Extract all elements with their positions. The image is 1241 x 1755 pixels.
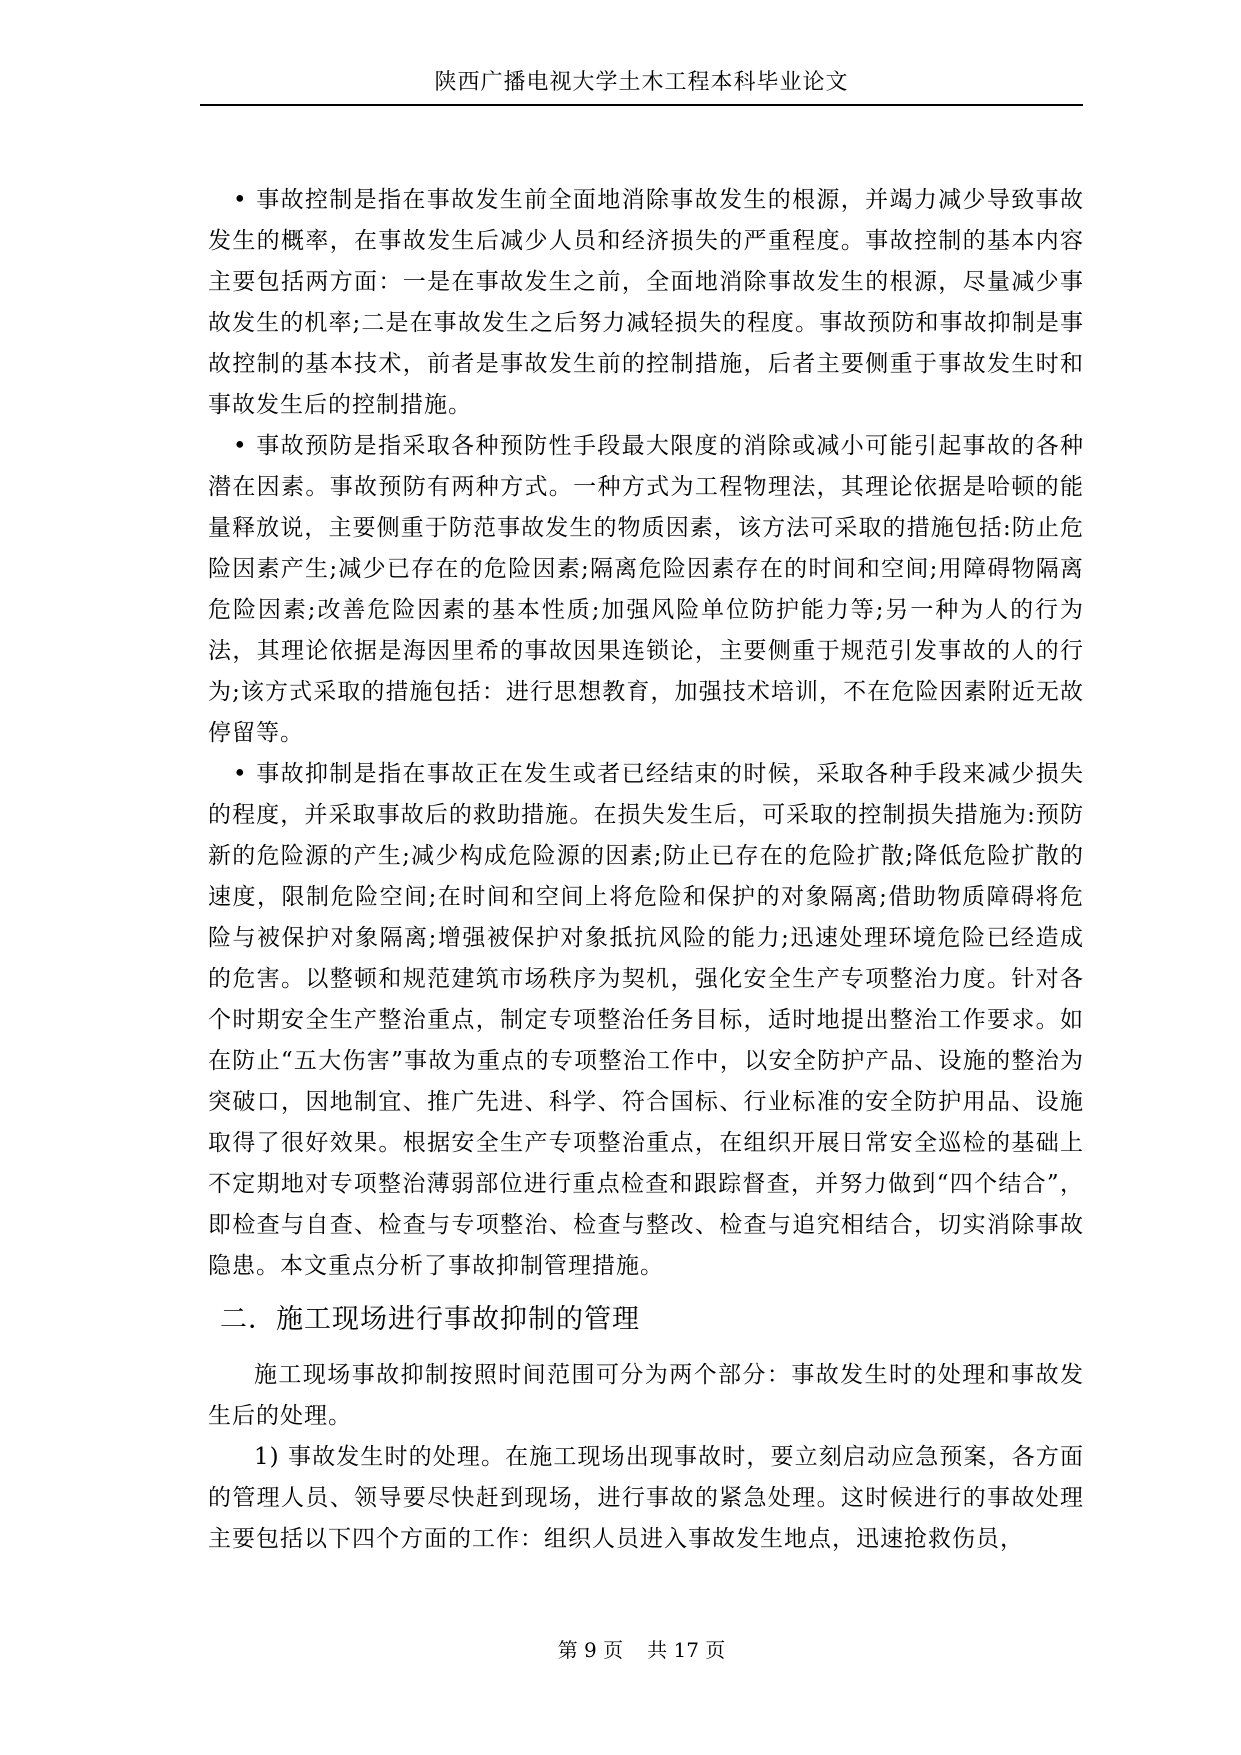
page-number: 第 9 页 (557, 1638, 624, 1662)
header-divider (200, 104, 1083, 106)
paragraph-accident-suppression: • 事故抑制是指在事故正在发生或者已经结束的时候，采取各种手段来减少损失的程度，并采取事故后的救助措施。在损失发生后，可采取的控制损失措施为:预防新的危险源的产生;减少构成危险源的因素;防止已存在的危险扩散;降低危险扩散的速度，限制危险空间;在时间和空间上将危险和保护的对象隔离;借助物质障碍将危险与被保护对象隔离;增强被保护对象抵抗风险的能力;迅速处理环境危险已经造成的危害。以整顿和规范建筑市场秩序为契机，强化安全生产专项整治力度。针对各个时期安全生产整治重点，制定专项整治任务目标，适时地提出整治工作要求。如在防止“五大伤害”事故为重点的专项整治工作中，以安全防护产品、设施的整治为突破口，因地制宜、推广先进、科学、符合国标、行业标准的安全防护用品、设施取得了很好效果。根据安全生产专项整治重点，在组织开展日常安全巡检的基础上不定期地对专项整治薄弱部位进行重点检查和跟踪督查，并努力做到“四个结合”，即检查与自查、检查与专项整治、检查与整改、检查与追究相结合，切实消除事故隐患。本文重点分析了事故抑制管理措施。 (208, 761, 1084, 1279)
paragraph-section-intro: 施工现场事故抑制按照时间范围可分为两个部分：事故发生时的处理和事故发生后的处理。 (208, 1362, 1084, 1429)
document-header-title: 陕西广播电视大学土木工程本科毕业论文 (434, 70, 849, 95)
section-heading: 二．施工现场进行事故抑制的管理 (220, 1304, 640, 1335)
paragraph-accident-prevention: • 事故预防是指采取各种预防性手段最大限度的消除或减小可能引起事故的各种潜在因素。事故预防有两种方式。一种方式为工程物理法，其理论依据是哈顿的能量释放说，主要侧重于防范事故发生的物质因素，该方法可采取的措施包括:防止危险因素产生;减少已存在的危险因素;隔离危险因素存在的时间和空间;用障碍物隔离危险因素;改善危险因素的基本性质;加强风险单位防护能力等;另一种为人的行为法，其理论依据是海因里希的事故因果连锁论，主要侧重于规范引发事故的人的行为;该方式采取的措施包括：进行思想教育，加强技术培训，不在危险因素附近无故停留等。 (208, 433, 1084, 746)
paragraph-accident-control: • 事故控制是指在事故发生前全面地消除事故发生的根源，并竭力减少导致事故发生的概率，在事故发生后减少人员和经济损失的严重程度。事故控制的基本内容主要包括两方面：一是在事故发生之前，全面地消除事故发生的根源，尽量减少事故发生的机率;二是在事故发生之后努力减轻损失的程度。事故预防和事故抑制是事故控制的基本技术，前者是事故发生前的控制措施，后者主要侧重于事故发生时和事故发生后的控制措施。 (208, 187, 1084, 418)
page-footer (200, 1638, 1083, 1662)
page-total: 共 17 页 (647, 1638, 726, 1662)
paragraph-during-accident: 1) 事故发生时的处理。在施工现场出现事故时，要立刻启动应急预案，各方面的管理人员、领导要尽快赶到现场，进行事故的紧急处理。这时候进行的事故处理主要包括以下四个方面的工作：组织人员进入事故发生地点，迅速抢救伤员， (208, 1444, 1084, 1552)
document-body (208, 180, 1084, 1560)
